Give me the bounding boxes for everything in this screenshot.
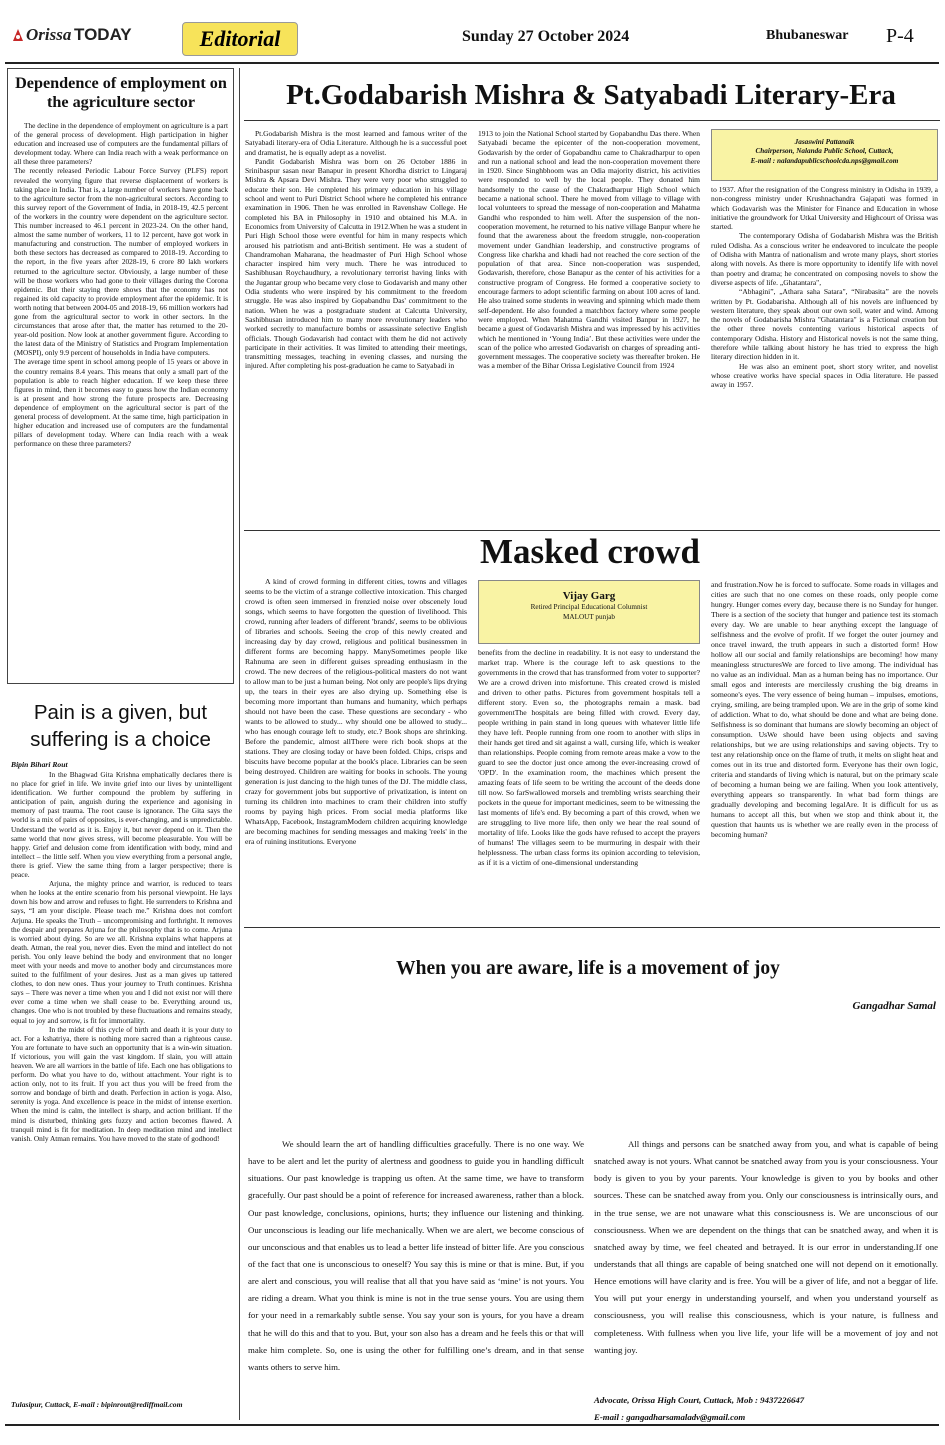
joy-paragraph: We should learn the art of handling difficulties gracefully. There is no one way. We have to be alert and let the purity of alertness and goodness to guide you in handling difficult situations. Our past knowledge is trapping us often. At the same time, we have to transform gracefully. Our past should be a point of reference for increased awareness, rather than a block. Our past knowledge, conclusions, opinions, hurts; they influence our listening and thinking. Our unconscious is leading our life mechanically. When we are alert, we become conscious of our unconscious and that enables us to lead a better life instead of bitter life. Are you conscious of the fact that one is unconscious to oneself? You say this is mine or that is mine. But, if you are alert and conscious, you will realise that all that you have said as ‘mine’ is not yours. You are riding a dream. What you think is mine is not in the true sense yours. You are using them for your need in a remarkably subtle sense. You say your son is yours, for you have a dream that he will do this and that to you. But, your son also has a dream and he feels this or that will make him complete. So, one is using the other for fulfilling one’s dream, and in that sense wants others to serve him. bbox=[248, 1139, 584, 1372]
mishra-paragraph: He was also an eminent poet, short story writer, and novelist whose creative works have special spaces in Odia literature. He passed away in 1957. bbox=[711, 361, 938, 390]
mishra-paragraph: Pt.Godabarish Mishra is the most learned and famous writer of the Satyabadi literary-era of Odia Literature. Although he is a successful poet and dramatist, he is equally adept as a novelist. bbox=[245, 129, 467, 157]
pain-title: Pain is a given, but suffering is a choice bbox=[30, 701, 211, 751]
mishra-byline-role: Chairperson, Nalanda Public School, Cuttack, bbox=[755, 147, 894, 156]
mishra-paragraph: to 1937. After the resignation of the Congress ministry in Odisha in 1939, a non-congress ministry under Krushnachandra Gajapati was formed in which Godavarish was the Minister for Finance and Education in whose initiative the groundwork for Utkal University and Highcourt of Orissa was started. bbox=[711, 185, 938, 232]
city: Bhubaneswar bbox=[766, 28, 849, 43]
pain-paragraph: In the midst of this cycle of birth and death it is your duty to act. For a kshatriya, there is nothing more sacred than a righteous cause. You are fortunate to have such an opportunity that is a win-win situation. If victorious, you will gain the vast kingdom. If slain, you will attain heaven. We are all warriors in the battle of life. Each one has obligations to perform. Do what you have to do, without attachment. Your right is to action only, not to its fruit. If you act thus you will be freed from the sorrow and bondage of birth and death. Perfection in action is yoga. Also, serenity is yoga. And excellence is peace in the midst of intense exertion. When the mind is calm, the intellect is sharp, and action brilliant. If the mind is disturbed, thinking gets fuzzy and action becomes flawed. A tranquil mind is fit for meditation. In deep meditation mind and intellect vanish. Only Atman remains. You have moved to the state of godhood! bbox=[11, 1024, 232, 1143]
logo-mark-icon bbox=[12, 28, 24, 42]
masked-col3 bbox=[711, 580, 938, 840]
mishra-col2 bbox=[478, 129, 700, 371]
pain-paragraph: In the Bhagwad Gita Krishna emphatically declares there is no place for grief in life. We invite grief into our lives by unintelligent identification. We further compound the problem by suffering in anticipation of pain, anguish during the experience and agonising in memory of past trauma. The root cause is ignorance. The Gita says the world is a mix of pairs of opposites, is ever-changing, and is unpredictable. Understand the world as it is. Enjoy it, but never depend on it. Then the same world that now gives stress, will become pleasurable. You will be happy. Grief and delusion come from identification with body, mind and intellect – the little self. When you view everything from a personal angle, there is grief. View the same thing from a larger perspective; there is peace. bbox=[11, 770, 232, 880]
joy-title: When you are aware, life is a movement of joy bbox=[396, 958, 780, 979]
joy-footer-2: E-mail : gangadharsamaladv@gmail.com bbox=[594, 1412, 746, 1422]
mishra-byline-box bbox=[711, 129, 938, 181]
masked-byline-name: Vijay Garg bbox=[562, 590, 616, 602]
masked-byline-box bbox=[478, 580, 700, 644]
mishra-bottom-rule bbox=[244, 530, 940, 531]
agri-title: Dependence of employment on the agriculture sector bbox=[15, 74, 227, 111]
joy-paragraph: All things and persons can be snatched away from you, and what is capable of being snatched away is not yours. What cannot be snatched away from you is your consciousness. Your body is given to you by your parents. Your knowledge is given to you by books and other sources. These can be snatched away from you. Only our consciousness is intrinsically ours, and in the true sense, we are not unaware what this consciousness is. We are unconscious of our consciousness. When we are dependent on the things that can be snatched away, and when it is snatched away by time, we feel cheated and betrayed. It is our error in understanding.If one understands that all things are capable of being snatched one will not depend on it emotionally. Hence emotions will have clarity and is free. You will be a giver of life, and not a beggar of life. You will put your energy in understanding yourself, and when you understand yourself as consciousness, you will realise this consciousness, which is your nature, is fullness and completeness. With fullness when you live life, your life will be a movement of joy and not wanting joy. bbox=[594, 1139, 938, 1355]
pain-paragraph: Arjuna, the mighty prince and warrior, is reduced to tears when he looks at the entire scenario from his personal viewpoint. He lays down his bow and arrow and refuses to fight. He surrenders to Krishna and says, “I am your disciple. Please teach me.” Krishna does not comfort Arjuna. He speaks the Truth – uncompromising and forthright. It removes the despair and prepares Arjuna for the philosophy that is to come. Arjuna is worried about dying. So are we all. Krishna explains what happens at death. Atman, the real you, never dies. Even the mind and intellect do not perish. You only leave behind the body and environment that no longer meet with your needs and move to another body and circumstances more suited to the fulfilment of your desires. Just as a man gives up tattered clothes, to don new ones. Thus your journey to Truth continues. Krishna says – There was never a time when you and I did not exist nor will there ever come a time when we shall cease to be. Everything around us, changes. One who is not troubled by these fluctuations and remains steady, equal to joy and sorrow, is fit for immortality. bbox=[11, 879, 232, 1025]
section-label: Editorial bbox=[199, 26, 281, 51]
mishra-byline-name: Jasaswini Pattanaik bbox=[794, 138, 855, 146]
masked-paragraph: benefits from the decline in readability. It is not easy to understand the market trap. Where is the courage left to ask questions to the governments in the crowd that has transformed from voter to supporter? We are a crowd driven into misfortune. This created crowd is misled and driven to other paths. Pictures from government hospitals tell a different story. Even so, the photographs remain a mask. bad governmentThe hospitals are being filled with crowd. Every day, people writhing in pain stand in long queues with whatever little life they have left. People running from one room to another with slips in their hands get tired and sit against a wall, cursing life, which is weaker than relationships. People coming from remote areas make a vow to the guard to see the doctor just once among the ever-increasing crowd of 'OPD'. In the examination room, the machines which present the amazing feats of life seem to be writing the account of the deeds done till now. So farSwallowed morsels and trembling wrists searching their pockets in the queue for important medicines, seem to be witnessing the last moments of life's end. By becoming a part of this crowd, when we are struggling to live more life, then only we hear the real sound of mortality of life. Looks like the gods have refused to accept the prayers of humans! The villages seem to be murmuring in despair with their helplessness. The urban class forms its opinion according to television, as if it is a victim of one-dimensional understanding bbox=[478, 648, 700, 867]
masked-paragraph: A kind of crowd forming in different cities, towns and villages seems to be the victim of a strange collective intoxication. This charged crowd is often seen immersed in frenzied noise over obscenely loud songs, which seems to have forgotten the question of livelihood. This crowd, running after leaders of different 'brands', seems to be oblivious of libraries and schools. Seeing the crop of this newly created and increasing day by day crowd, religious and political businessmen in different forms are becoming happy. ManySometimes people like Rahnuma are seen in different guises spreading enthusiasm in the crowd. The new decrees of the religious-political masters do not want to allow man to be just a human being. Not only are people's lips drying up, the tears in their eyes are also drying up. Something else is becoming more important than humans and humanity, which perhaps should not have been the case. These questions are secondary - who wants to be allowed to study... why should one be allowed to study... who has enough courage left to study, etc.? Book shops are shrinking. Before the pandemic, almost allThere were rich book shops at the stations. They are closing today or have been folded. Chips, crisps and biscuits have become popular at the book's place. Libraries can be seen being destroyed. Children are waiting for books in schools. The young generation is just dancing to the high tunes of the DJ. The middle class, crazy for government jobs but supportive of privatization, is intent on turning its children into machines to cram their children into stuffy rooms by paying high prices. From social media platforms like WhatsApp, Facebook, InstagramModern children acquiring knowledge are becoming machines for sending messages and making 'reels' in the era of ruining institutions. Everyone bbox=[245, 577, 467, 846]
issue-date: Sunday 27 October 2024 bbox=[462, 28, 630, 45]
masked-col2 bbox=[478, 648, 700, 868]
logo-prefix: Orissa bbox=[26, 25, 72, 44]
mishra-byline-email: E-mail : nalandapublicschoolcda.nps@gmail.com bbox=[750, 156, 899, 165]
joy-footer-1: Advocate, Orissa High Court, Cuttack, Mob : 9437226647 bbox=[594, 1395, 805, 1405]
joy-col1 bbox=[248, 1136, 584, 1376]
masked-col1 bbox=[245, 577, 467, 847]
masked-paragraph: and frustration.Now he is forced to suffocate. Some roads in villages and cities are such that no one comes on these roads, only people come hungry. Hunger comes every day, because there is no Sunday for hunger. There is a section of the society that hunger and patience test its stomach every day. We are unable to hear anything except the language of selfishness and the evolve of profit. If we forget the outer journey and once travel inward, the truth appears in such a distorted form! How hollow all our social and family relationships are becoming! how many meaningless structuresWe are forced to live among. The individual has no value as an individual. Man as a human being has no importance. Our small egos and interests are mercilessly crushing the big dreams in someone's eyes. The very essence of being human – impulses, emotions, crying, smiling, are being trampled upon. We are in the grip of some kind of addiction. What to do, what should be done and what are being done. Selfishness is so dominant that humans are slowly becoming an object of consumption. UsWe should have been using objects and saving relationships, but we are using relationships and saving objects. Try to test any relationship once on the flame of truth, it melts on slight heat and comes out in its true and distorted form. Everyone has their own logic, criteria and standards of living which is natural, but on the primary scale of becoming a human being we are failing. When you look attentively, everything appears so transparently. In what bad form things are gradually developing and becoming legalAre. It is difficult for us as humans to accept all this, but when we stop and think about it, the question that haunts us is whether we are really even in the process of becoming human? bbox=[711, 580, 938, 839]
page-bottom-rule bbox=[5, 1424, 939, 1426]
masthead bbox=[8, 22, 938, 60]
pain-article bbox=[7, 692, 234, 1420]
agri-paragraph: The decline in the dependence of employment on agriculture is a part of the general process of development. High participation in higher education and increased use of computers are the fundamental pillars of development today. Where can India reach with a weak performance on all these three parameters? bbox=[14, 121, 228, 167]
mishra-title: Pt.Godabarish Mishra & Satyabadi Literary-Era bbox=[286, 79, 896, 111]
mishra-col3 bbox=[711, 185, 938, 390]
mishra-title-rule bbox=[244, 120, 940, 121]
mishra-paragraph: The contemporary Odisha of Godabarish Mishra was the British ruled Odisha. As a conscious writer he endeavored to inculcate the people of Odisha with Mantra of nationalism and wrote many plays, short stories along with novels. As there is more opportunity to identify life with novel than poetry and drama; he concentrated on composing novels to show the diverse aspects of life. „Ghatantara", bbox=[711, 231, 938, 287]
logo-suffix: TODAY bbox=[74, 25, 132, 44]
mishra-paragraph: Pandit Godabarish Mishra was born on 26 October 1886 in Srinibaspur sasan near Banapur in present Khordha district to Lingaraj Mishra & Apsara Devi Mishra. They were very poor who struggled to educate their son. He completed his primary education in his village school and went to Puri District School where he completed his entrance examination in 1906. Then he was enrolled in Ravenshaw College. He completed his BA in Philosophy in 1910 and obtained his M.A. in Economics from University of Calcutta in 1912.When he was a student in Puri High School those were eventful for him in many respects which aroused his patriotism and anti-British sentiment. He was a student of Chandramohan Maharana, the headmaster of Puri High School whose character inspired him very much. There he was introduced to Sashibhusan Roychaudhury, a revolutionary terrorist having links with the Jugantar group who became very close to Godavarish and many other Odia students who were inspired by his commitment to the freedom struggle. He was also inspired by Gopabandhu Das' commitment to the nation. When he was a postgraduate student at Calcutta University, Sashibhusan introduced him to many more revolutionary leaders who worked secretly to manufacture bombs or assassinate selective English officials. Though Godavarish had contact with them he did not actively participate in their activities. It was limited to attending their meetings, transmitting messages, teaching in evening classes, and nursing the injured. After completing his post-graduation he came to Satyabadi in bbox=[245, 156, 467, 371]
mishra-paragraph: 1913 to join the National School started by Gopabandhu Das there. When Satyabadi became the epicenter of the non-cooperation movement, Godavarish by the order of Gopabandhu came to Chakradharpur to open and run a national school and lead the non-cooperation movement there in 1920. Since Singhbhoom was an Odia majority district, his activities were responded to well by the local people. They donated him handsomely to the cause of the Chakradharpur High School which became a national school. There he moved from village to village with local volunteers to spread the message of non-cooperation and Mahatma Gandhi who responded to him well. After the suspension of the non-cooperation movement, he returned to his native village Banpur where he found that the awareness about the freedom struggle, non-cooperation movement under Gandhian leadership, and constructive programs of Congress like charkha and khadi had not reached the core section of the population of that area. Since non-cooperation was suspended, Godavarish, therefore, chose Banapur as the center of his activities for a constructive program of Congress. He formed a cooperative society to encourage farmers to adopt scientific farming on about 100 acres of land. He also trained some students in weaving and spinning which made them self-dependent. He also founded a matchbox factory where some people were employed. When Mahatma Gandhi visited Banpur in 1927, he became a guest of Godavarish Mishra and was impressed by his activities which he mentioned in ‘Young India’. But these activities were under the scan of the police who arrested Godavarish on charges of spreading anti-government messages. The cooperative society was thereafter broken. He was a member of the Bihar Orissa Legislative Council from 1924 bbox=[478, 129, 700, 371]
pain-body bbox=[11, 770, 232, 1143]
agri-box bbox=[7, 68, 234, 684]
joy-author: Gangadhar Samal bbox=[852, 1000, 936, 1012]
masked-byline-place: MALOUT punjab bbox=[563, 612, 615, 621]
agri-paragraph: The recently released Periodic Labour Force Survey (PLFS) report revealed the worrying figure that reverse displacement of workers is taking place in India. That is, a large number of workers have gone back to the agriculture sector from the non-agricultural sectors. According to this survey report of the Government of India, in 2018-19, 42.5 percent of the workers in the country were dependent on the agriculture sector. This number increased to 46.1 percent in 2023-24. On the other hand, almost the same number of workers, 11 to 12 percent, have got work in manufacturing and construction. The number of employed workers in both these sectors has decreased as compared to 2018-19. According to the report, in the five years after 2028-19, 6 crore 80 lakh workers returned to the agriculture sector. Obviously, a large number of these will be those workers who had gone to their villages during the Corona epidemic. But their staying there shows that the economy has not regained its old capacity to provide employment after the epidemic. It is worth noting that between 2004-05 and 2018-19, 66 million workers had gone from the agricultural sector to work in other sectors. In the circumstances that arose after that, the matter has returned to the 20-year-old position. Now look at another government figure. According to the latest data of the Ministry of Statistics and Program Implementation (MOSPI), only 9.9 percent of households in India have computers. bbox=[14, 166, 228, 358]
mishra-col1 bbox=[245, 129, 467, 371]
pain-footer: Tulasipur, Cuttack, E-mail : bipinrout@rediffmail.com bbox=[11, 1400, 183, 1409]
masthead-rule bbox=[5, 62, 939, 64]
left-column-rule bbox=[239, 68, 240, 1420]
masked-byline-role: Retired Principal Educational Columnist bbox=[530, 603, 648, 612]
agri-paragraph: The average time spent in school among people of 15 years or above in the country remains 8.4 years. This means that only a small part of the population is able to reach higher education. If we keep these three figures in mind, then it becomes easy to guess how the Indian economy is at present and how strong the future prospects are. Decreasing dependence of employment on the agricultural sector is part of the general process of development. At the same time, high participation in higher education and increased use of computers are the fundamental pillars of development today. Where can India reach with a weak performance on these three parameters? bbox=[14, 357, 228, 449]
agri-body bbox=[14, 121, 228, 448]
logo bbox=[12, 24, 132, 52]
mishra-paragraph: “Abhagini”, „Athara saha Satara", “Nirabasita” are the novels written by Pt. Godabarisha. Although all of his novels are influenced by western literature, they speak about our own soil, water and wind. Among the novels of Godabarisha Mishra "Ghatantara" is a Fictional creation but the other three novels contenting various historical aspects of contemporary Odisha. History and Historical novels is not the same thing, therefore while talking about history he has tried to express the high literary direction hidden in it. bbox=[711, 287, 938, 362]
masked-bottom-rule bbox=[244, 927, 940, 928]
section-tab bbox=[182, 22, 298, 56]
page-number: P-4 bbox=[886, 25, 914, 47]
masked-title: Masked crowd bbox=[479, 532, 701, 571]
joy-col2 bbox=[594, 1136, 938, 1359]
pain-author: Bipin Bihari Rout bbox=[11, 760, 68, 769]
